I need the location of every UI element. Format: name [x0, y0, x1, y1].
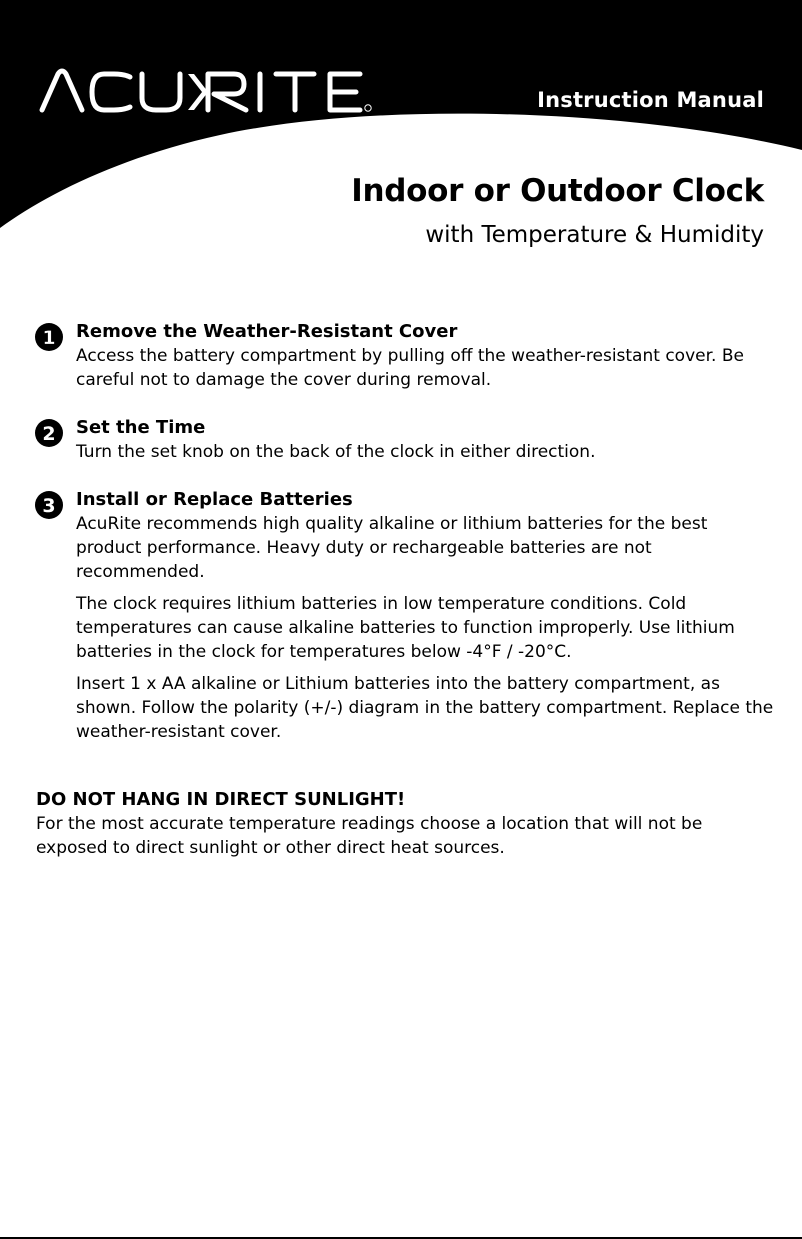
page-subtitle: with Temperature & Humidity: [425, 222, 764, 248]
acurite-logo: [38, 66, 422, 116]
step-paragraph: Insert 1 x AA alkaline or Lithium batteries into the battery compartment, as shown. Follow the polarity (+/-) diagram in the battery compartment. Replace the weather-resistant cover.: [76, 674, 774, 742]
manual-label: Instruction Manual: [537, 88, 764, 112]
step-body: [76, 320, 776, 392]
step-paragraph: Turn the set knob on the back of the clock in either direction.: [76, 442, 596, 462]
step-paragraph: Access the battery compartment by pulling off the weather-resistant cover. Be careful not to damage the cover during removal.: [76, 346, 744, 390]
step-number-3: 3: [42, 495, 56, 517]
logo-text: [38, 66, 39, 67]
step-paragraph: The clock requires lithium batteries in low temperature conditions. Cold temperatures can cause alkaline batteries to function improperly. Use lithium batteries in the clock for temperatures below -4°F / -20°C.: [76, 594, 735, 662]
sunlight-warning: [36, 788, 766, 860]
acurite-logo-mark: [38, 66, 422, 116]
step-number-1-icon: [34, 322, 64, 352]
step-title: Set the Time: [76, 417, 206, 438]
step-number-2-icon: [34, 418, 64, 448]
step-number-3-icon: [34, 490, 64, 520]
step-body: [76, 416, 776, 464]
step-number-2: 2: [42, 423, 56, 445]
step-title: Install or Replace Batteries: [76, 489, 353, 510]
warning-title: DO NOT HANG IN DIRECT SUNLIGHT!: [36, 789, 406, 810]
step-number-1: 1: [42, 327, 56, 349]
step-title: Remove the Weather-Resistant Cover: [76, 321, 458, 342]
warning-text: For the most accurate temperature readings choose a location that will not be exposed to direct sunlight or other direct heat sources.: [36, 814, 703, 858]
step-paragraph: AcuRite recommends high quality alkaline or lithium batteries for the best product performance. Heavy duty or rechargeable batteries are not recommended.: [76, 514, 708, 582]
page-title: Indoor or Outdoor Clock: [351, 173, 764, 209]
step-body: [76, 488, 776, 744]
